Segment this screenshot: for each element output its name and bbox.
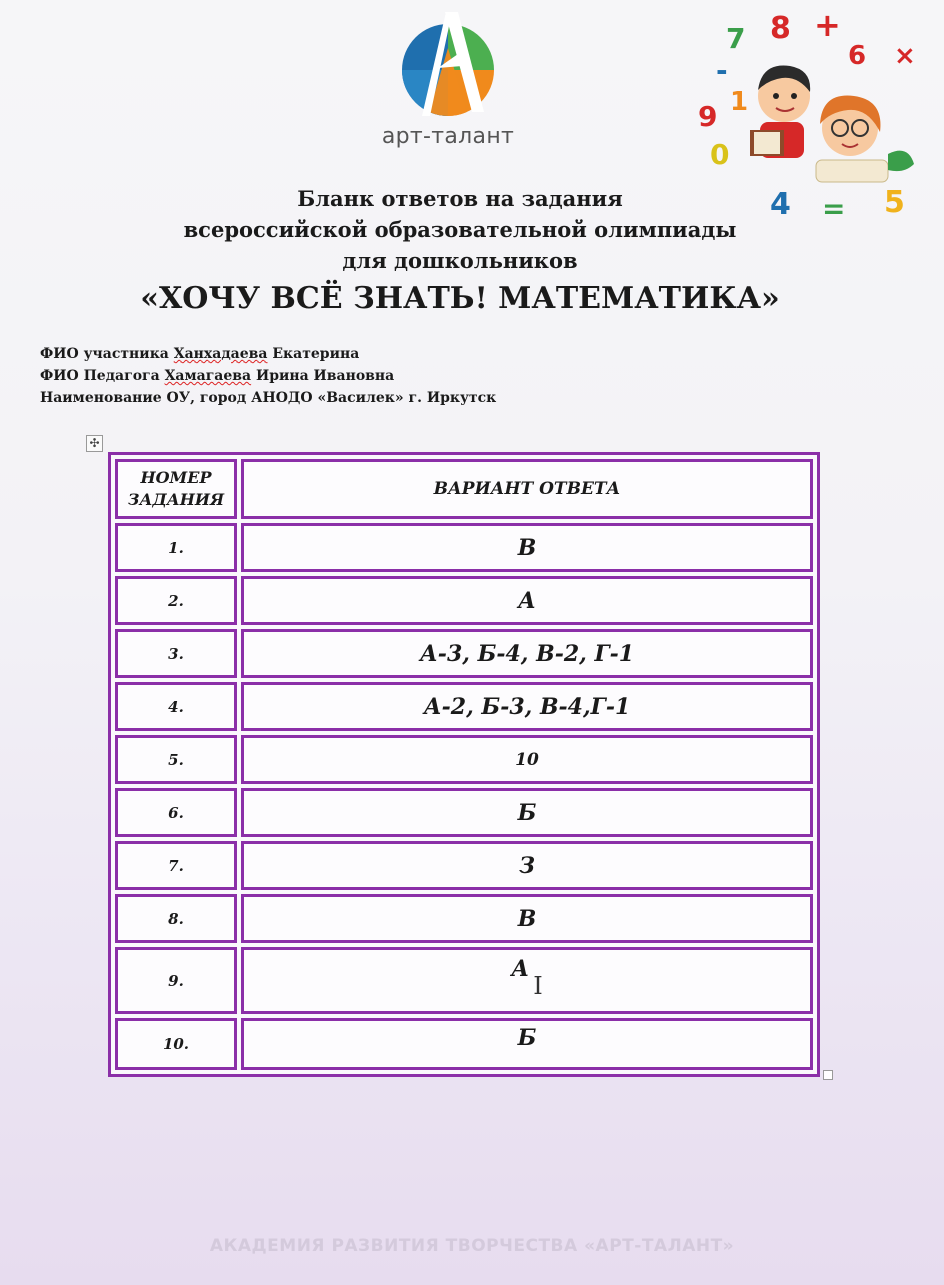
digit-0: 0 bbox=[710, 138, 730, 171]
participant-line bbox=[40, 343, 496, 365]
olympiad-title: «ХОЧУ ВСЁ ЗНАТЬ! МАТЕМАТИКА» bbox=[140, 281, 780, 316]
participant-surname: Ханхадаева bbox=[173, 346, 268, 362]
table-row bbox=[115, 894, 813, 943]
table-row bbox=[115, 629, 813, 678]
footer-text: АКАДЕМИЯ РАЗВИТИЯ ТВОРЧЕСТВА «АРТ-ТАЛАНТ» bbox=[209, 1236, 735, 1256]
answer-cell[interactable]: Б bbox=[241, 1018, 813, 1070]
header-task-number: НОМЕР ЗАДАНИЯ bbox=[115, 459, 237, 519]
participant-name: Екатерина bbox=[272, 346, 360, 362]
boy-reading-icon bbox=[750, 66, 810, 159]
answer-cell[interactable]: 10 bbox=[241, 735, 813, 784]
digit-7: 7 bbox=[726, 22, 746, 55]
table-row bbox=[115, 682, 813, 731]
organization-line: Наименование ОУ, город АНОДО «Василек» г. Иркутск bbox=[40, 390, 497, 406]
title-line-3: для дошкольников bbox=[342, 248, 578, 273]
digit-4: 4 bbox=[770, 187, 791, 219]
table-row bbox=[115, 1018, 813, 1070]
table-move-handle-icon[interactable]: ✣ bbox=[86, 435, 103, 452]
teacher-surname: Хамагаева bbox=[164, 368, 252, 384]
answer-cell[interactable]: А-2, Б-3, В-4,Г-1 bbox=[241, 682, 813, 731]
logo-emblem-icon bbox=[398, 8, 498, 120]
teacher-label: ФИО Педагога bbox=[40, 368, 160, 384]
table-resize-handle-icon[interactable] bbox=[823, 1070, 833, 1080]
answer-text: А bbox=[511, 956, 530, 982]
task-number-cell[interactable]: 5. bbox=[115, 735, 237, 784]
table-row bbox=[115, 788, 813, 837]
table-header-row bbox=[115, 459, 813, 519]
digit-9: 9 bbox=[698, 100, 718, 133]
participant-info bbox=[40, 343, 496, 409]
times-sign: × bbox=[894, 41, 916, 71]
table-row bbox=[115, 523, 813, 572]
answer-cell[interactable]: З bbox=[241, 841, 813, 890]
answer-cell[interactable]: А bbox=[241, 576, 813, 625]
logo-caption: арт-талант bbox=[381, 124, 515, 149]
participant-label: ФИО участника bbox=[40, 346, 169, 362]
minus-sign: - bbox=[716, 54, 728, 87]
task-number-cell[interactable]: 1. bbox=[115, 523, 237, 572]
art-talant-logo bbox=[378, 8, 518, 178]
title-line-1: Бланк ответов на задания bbox=[297, 186, 623, 211]
teacher-name: Ирина Ивановна bbox=[255, 368, 395, 384]
digit-8: 8 bbox=[770, 11, 791, 46]
header-answer-variant: ВАРИАНТ ОТВЕТА bbox=[241, 459, 813, 519]
equals-sign: = bbox=[822, 192, 846, 219]
task-number-cell[interactable]: 10. bbox=[115, 1018, 237, 1070]
teacher-line bbox=[40, 365, 496, 387]
answer-cell[interactable]: В bbox=[241, 523, 813, 572]
task-number-cell[interactable]: 9. bbox=[115, 947, 237, 1014]
answer-cell[interactable]: Б bbox=[241, 788, 813, 837]
title-line-2: всероссийской образовательной олимпиады bbox=[183, 217, 737, 242]
title-block bbox=[110, 183, 810, 320]
task-number-cell[interactable]: 6. bbox=[115, 788, 237, 837]
table-row bbox=[115, 576, 813, 625]
table-row bbox=[115, 841, 813, 890]
answers-table bbox=[108, 452, 820, 1077]
task-number-cell[interactable]: 4. bbox=[115, 682, 237, 731]
girl-reading-icon bbox=[816, 96, 914, 182]
task-number-cell[interactable]: 3. bbox=[115, 629, 237, 678]
answer-cell[interactable] bbox=[241, 947, 813, 1014]
digit-1: 1 bbox=[730, 87, 749, 117]
table-row bbox=[115, 947, 813, 1014]
task-number-cell[interactable]: 8. bbox=[115, 894, 237, 943]
task-number-cell[interactable]: 7. bbox=[115, 841, 237, 890]
table-row bbox=[115, 735, 813, 784]
text-cursor-icon: I bbox=[533, 972, 543, 1000]
task-number-cell[interactable]: 2. bbox=[115, 576, 237, 625]
answer-cell[interactable]: В bbox=[241, 894, 813, 943]
plus-sign: + bbox=[814, 6, 841, 44]
answer-cell[interactable]: А-3, Б-4, В-2, Г-1 bbox=[241, 629, 813, 678]
digit-5: 5 bbox=[884, 185, 905, 219]
digit-6: 6 bbox=[848, 41, 867, 71]
